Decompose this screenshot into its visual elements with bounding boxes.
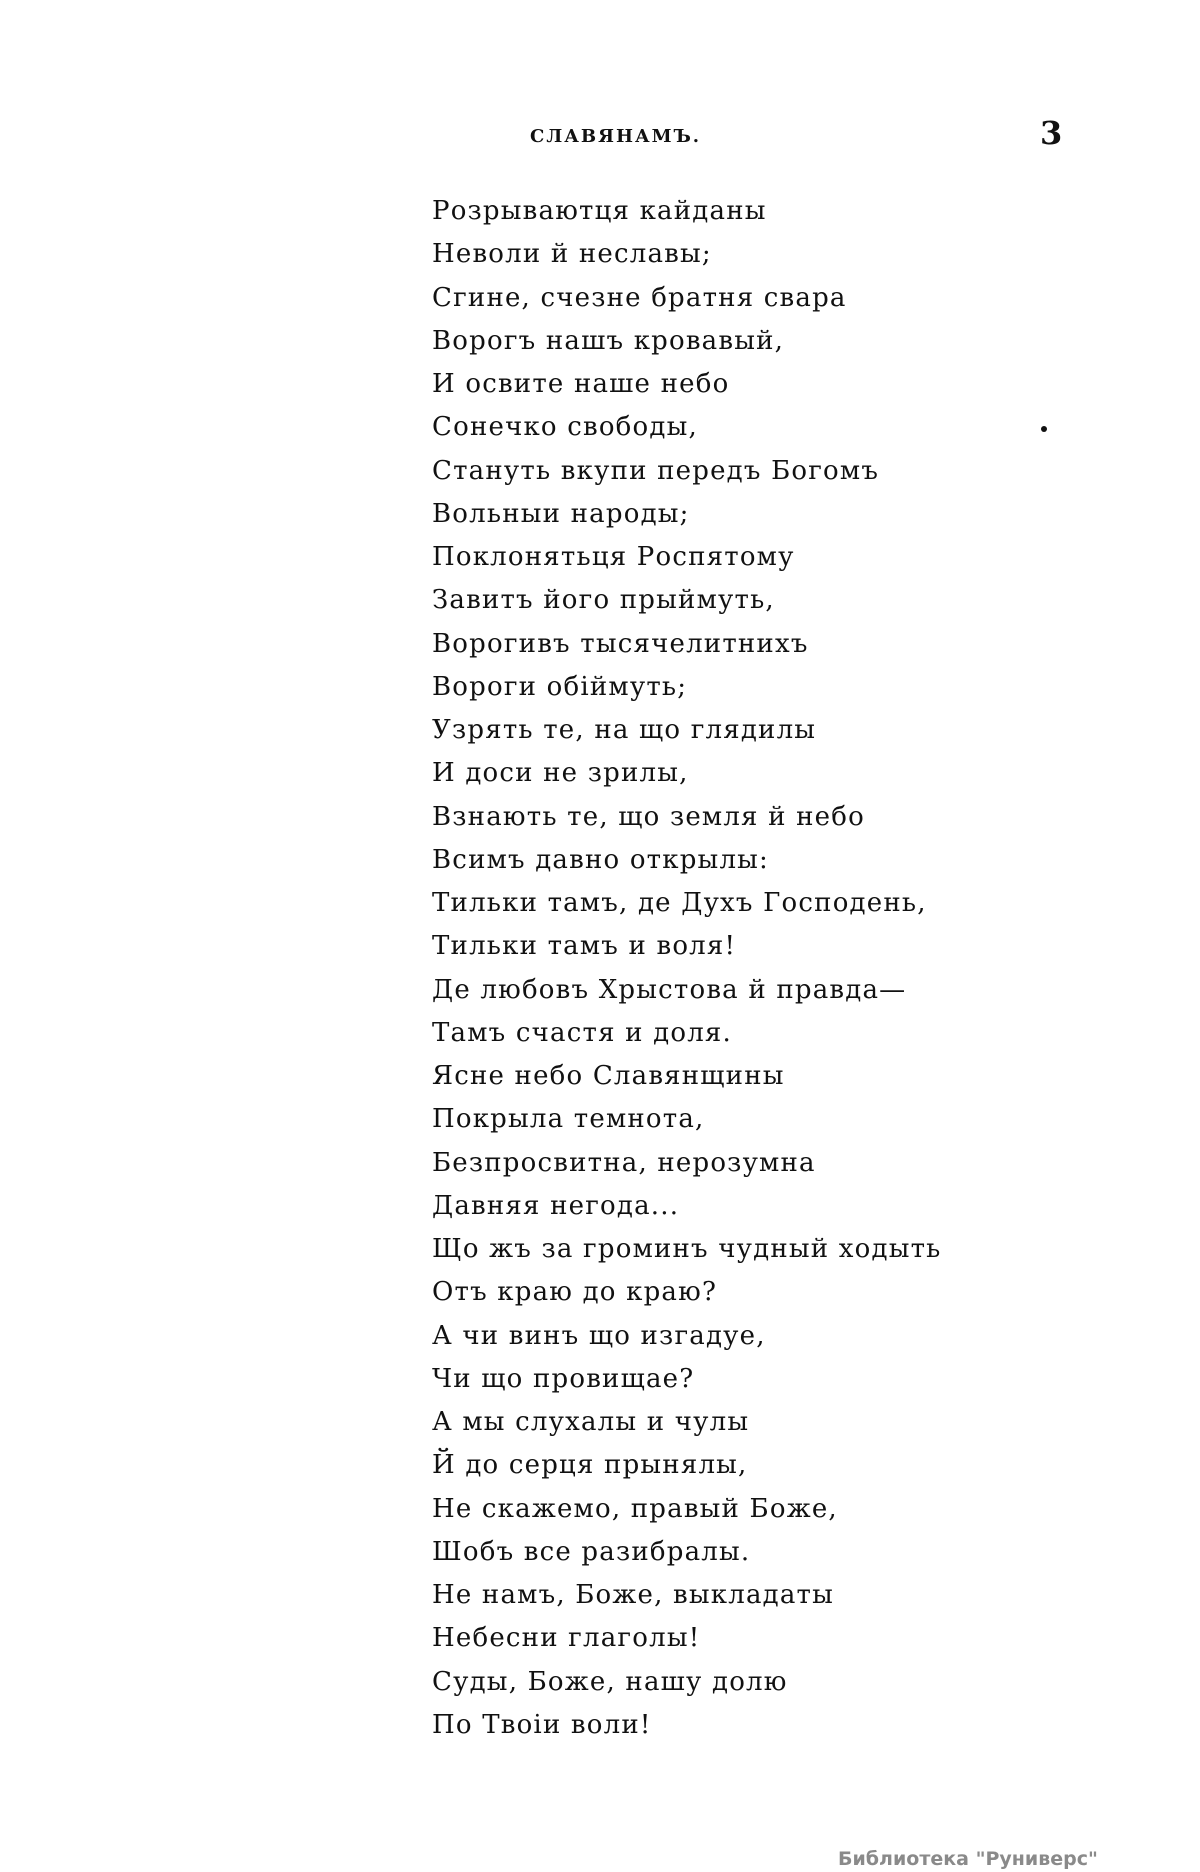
poem-line: И освите наше небо: [432, 369, 730, 399]
poem-line: Сонечко свободы,: [432, 412, 698, 443]
poem-line: Ясне небо Славянщины: [432, 1061, 785, 1091]
poem-line: И доси не зрилы,: [432, 758, 689, 789]
poem-line: Шобъ все разибралы.: [432, 1536, 751, 1567]
poem-line: Сгине, счезне братня свара: [432, 282, 847, 313]
poem-line: Що жъ за громинъ чудный ходыть: [432, 1234, 942, 1264]
running-title: СЛАВЯНАМЪ.: [530, 126, 702, 147]
library-watermark: Библиотека "Руниверс": [838, 1848, 1098, 1870]
poem-line: А мы слухалы и чулы: [432, 1407, 750, 1437]
poem-line: Ворогивъ тысячелитнихъ: [432, 628, 809, 659]
poem-line: Й до серця прынялы,: [432, 1450, 748, 1481]
poem-line: Ворогъ нашъ кровавый,: [432, 325, 785, 356]
poem-line: Завитъ його прыймуть,: [432, 585, 775, 616]
poem-line: Безпросвитна, нерозумна: [432, 1147, 816, 1178]
poem-line: Небесни глаголы!: [432, 1623, 701, 1654]
page-number: 3: [1040, 114, 1063, 152]
poem-line: Всимъ давно открылы:: [432, 844, 770, 875]
poem-line: Тильки тамъ, де Духъ Господень,: [432, 888, 927, 918]
poem-line: Вольныи народы;: [432, 498, 690, 529]
poem-line: Взнають те, що земля й небо: [432, 801, 865, 832]
poem-line: Тильки тамъ и воля!: [432, 931, 737, 962]
poem-line: Вороги обіймуть;: [432, 671, 688, 702]
poem-line: Суды, Боже, нашу долю: [432, 1666, 788, 1697]
poem-line: Розрываютця кайданы: [432, 196, 767, 226]
poem-line: Не намъ, Боже, выкладаты: [432, 1580, 835, 1610]
poem-line: Отъ краю до краю?: [432, 1277, 718, 1308]
poem-text: [432, 190, 942, 1747]
poem-line: Стануть вкупи передъ Богомъ: [432, 455, 880, 486]
poem-line: Не скажемо, правый Боже,: [432, 1493, 838, 1524]
poem-line: Покрыла темнота,: [432, 1104, 705, 1135]
poem-line: Тамъ счастя и доля.: [432, 1017, 732, 1048]
poem-line: А чи винъ що изгадуе,: [432, 1320, 766, 1351]
poem-line: Де любовъ Хрыстова й правда—: [432, 974, 907, 1005]
poem-line: Чи що провищае?: [432, 1363, 695, 1394]
poem-line: Узрять те, на що глядилы: [432, 715, 817, 745]
poem-line: Поклонятьця Роспятому: [432, 542, 795, 572]
poem-line: По Твоіи воли!: [432, 1709, 652, 1740]
poem-line: Неволи й неславы;: [432, 239, 712, 270]
ink-speck: [1041, 426, 1047, 432]
poem-line: Давняя негода...: [432, 1190, 680, 1221]
